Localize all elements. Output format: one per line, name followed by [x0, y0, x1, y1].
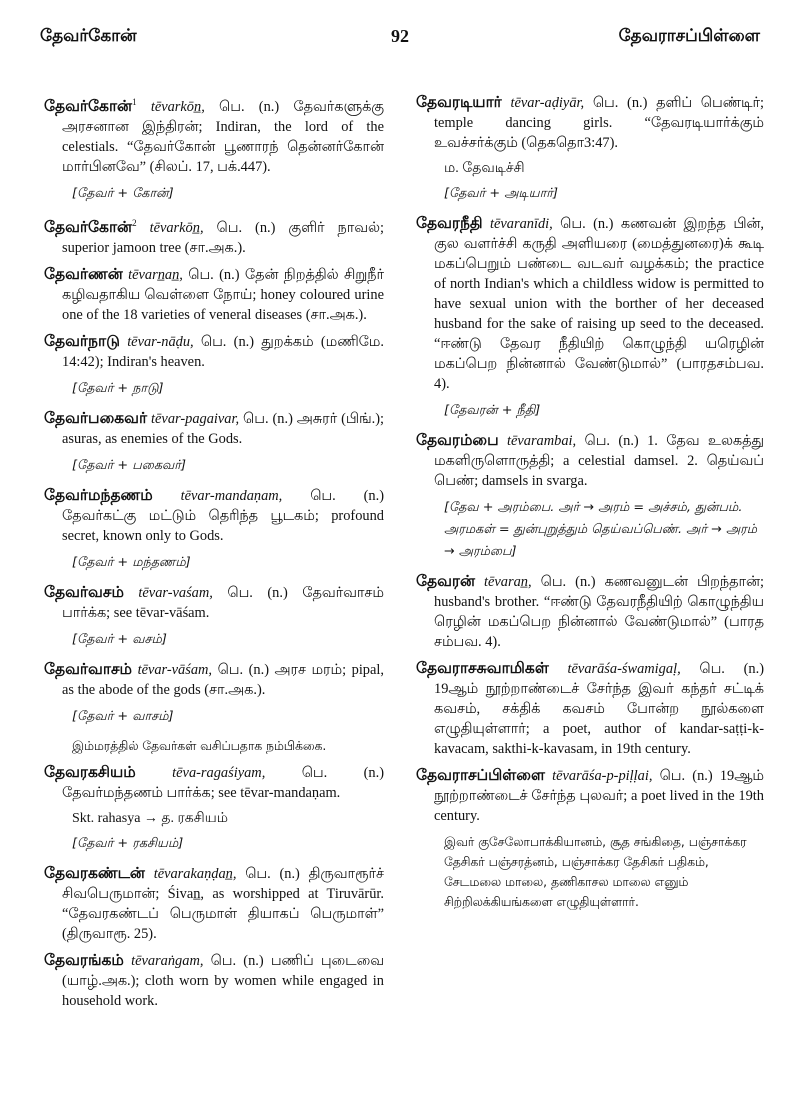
entry-headword: தேவரகசியம் [44, 762, 136, 781]
entry-transliteration: tēvar-mandaṇam, [180, 487, 283, 504]
dictionary-entry [44, 485, 384, 546]
page-number: 92 [391, 26, 409, 46]
entry-headword: தேவர்ணன் [44, 264, 123, 283]
dictionary-entry [416, 571, 764, 652]
entry-transliteration: tēvar-nāḍu, [127, 333, 194, 350]
entry-transliteration: tēvaranīdi, [490, 216, 553, 232]
entry-transliteration: tēvarakaṇḍan̲, [153, 865, 237, 882]
left-column [44, 92, 384, 1017]
dictionary-entry [416, 92, 764, 153]
entry-transliteration: tēvarambai, [506, 433, 577, 449]
entry-transliteration: tēvaran̲, [484, 574, 532, 590]
entry-headword: தேவரநீதி [416, 214, 483, 232]
entry-definition: பெ. (n.) தேன் நிறத்தில் சிறுநீர் கழிவதாகிய வெள்ளை நோய்; honey coloured urine one of the 18 varieties of veneral diseases (சா.அக.). [62, 266, 384, 323]
entry-etymology: [தேவர் + ரகசியம்] [72, 835, 184, 851]
entry-transliteration: tēvaraṅgam, [131, 952, 204, 969]
entry-headword: தேவர்கோன் [44, 217, 133, 236]
entry-transliteration: tēva-ragaśiyam, [172, 764, 266, 781]
entry-etymology: [தேவர் + வாசம்] [72, 708, 174, 724]
dictionary-entry [44, 950, 384, 1011]
entry-etymology: [தேவர் + மந்தணம்] [72, 554, 191, 570]
entry-headword: தேவராசப்பிள்ளை [416, 766, 545, 784]
dictionary-entry [416, 213, 764, 394]
running-head-left: தேவர்கோன் [40, 26, 137, 46]
right-column [416, 92, 764, 918]
dictionary-entry [416, 430, 764, 491]
running-head-right: தேவராசப்பிள்ளை [618, 26, 760, 46]
entry-headword: தேவரகண்டன் [44, 863, 145, 882]
entry-cognate: Skt. rahasya → த. ரகசியம் [72, 810, 228, 826]
dictionary-entry [44, 582, 384, 623]
entry-definition: பெ. (n.) தளிப் பெண்டிர்; temple dancing girls. “தேவரடியார்க்கும் உவச்சர்க்கும் (தெகதொ3:47). [434, 95, 764, 151]
dictionary-entry [44, 659, 384, 700]
entry-definition: பெ. (n.) தேவர்மந்தணம் பார்க்க; see tēvar-mandaṇam. [62, 764, 384, 801]
entry-headword: தேவர்கோன் [44, 96, 133, 115]
entry-definition: பெ. (n.) தேவர்கட்கு மட்டும் தெரிந்த பூடகம்; profound secret, known only to Gods. [62, 487, 384, 544]
entry-etymology: [தேவர் + கோன்] [72, 185, 174, 201]
entry-definition: பெ. (n.) அசுரர் (பிங்.); asuras, as enemies of the Gods. [62, 410, 384, 447]
entry-transliteration: tēvarāśa-p-piḷḷai, [552, 768, 653, 784]
entry-etymology: [தேவர் + அடியார்] [444, 186, 558, 201]
entry-transliteration: tēvar-vāśam, [137, 661, 213, 678]
entry-transliteration: tēvarkōn̲, [150, 98, 205, 115]
entry-definition: பெ. (n.) 19ஆம் நூற்றாண்டைச் சேர்ந்த புலவர்; a poet lived in the 19th century. [434, 768, 764, 824]
entry-headword: தேவர்வசம் [44, 582, 124, 601]
entry-etymology: [தேவ + அரம்பை. அர் → அரம் = அச்சம், துன்பம். அரமகள் = துன்புறுத்தும் தெய்வப்பெண். அர் → அரம் → அரம்பை] [444, 500, 758, 559]
entry-definition: பெ. (n.) கணவன் இறந்த பின், குல வளர்ச்சி கருதி அளியரை (மைத்துனரை)க் கூடி மகப்பெறும் பண்டை வடவர் வழக்கம்; the practice of north Indian's which a childless widow is permitted to have sexual union with the borther of her deceased husband for the sake of raising up seed to the deceased. “ஈண்டு தேவர நீதியிற் கொழுந்தி யரெழின் மகப்பெற நின்னால் வேண்டுமால்” (பாரதசம்பவ. 4). [434, 216, 764, 392]
entry-note: இம்மரத்தில் தேவர்கள் வசிப்பதாக நம்பிக்கை. [72, 738, 327, 753]
dictionary-entry [416, 765, 764, 826]
entry-transliteration: tēvarn̲an̲, [128, 266, 183, 283]
entry-headword: தேவர்பகைவர் [44, 408, 148, 427]
dictionary-entry [44, 331, 384, 372]
entry-definition: பெ. (n.) 19ஆம் நூற்றாண்டைச் சேர்ந்த இவர் கந்தர் சட்டிக் கவசம், சக்திக் கவசம் போன்ற நூல்களை எழுதியுள்ளார்; a poet, author of kandar-saṭṭi-k-kavacam, sakthi-k-kavasam, in 19th century. [434, 661, 764, 757]
entry-headword: தேவரடியார் [416, 93, 502, 111]
dictionary-entry [416, 658, 764, 759]
homonym-number: 2 [132, 217, 137, 228]
entry-headword: தேவர்மந்தணம் [44, 485, 153, 504]
entry-note: இவர் குசேலோபாக்கியானம், சூத சங்கிதை, பஞ்சாக்கர தேசிகர் பஞ்சரத்னம், பஞ்சாக்கர தேசிகர் பதிகம், சேடமலை மாலை, தணிகாசல மாலை எனும் சிற்றிலக்கியங்களை எழுதியுள்ளார். [444, 835, 747, 909]
entry-definition: பெ. (n.) துறக்கம் (மணிமே. 14:42); Indiran's heaven. [62, 333, 384, 370]
entry-headword: தேவர்நாடு [44, 331, 120, 350]
entry-transliteration: tēvarāśa-śwamigaḷ, [567, 661, 681, 677]
page-header [40, 26, 760, 66]
entry-headword: தேவர்வாசம் [44, 659, 133, 678]
entry-definition: பெ. (n.) பணிப் புடைவை (யாழ்.அக.); cloth worn by women while engaged in household work. [62, 952, 384, 1009]
entry-definition: பெ. (n.) கணவனுடன் பிறந்தான்; husband's brother. “ஈண்டு தேவரநீதியிற் கொழுந்திய ரெழின் மகப்பெற நின்னால் வேண்டுமால்” (பாரத சம்பவ. 4). [434, 574, 764, 650]
homonym-number: 1 [132, 97, 137, 107]
entry-etymology: [தேவர் + நாடு] [72, 380, 164, 396]
entry-definition: பெ. (n.) குளிர் நாவல்; superior jamoon tree (சா.அக.). [62, 219, 384, 256]
entry-headword: தேவரம்பை [416, 431, 499, 449]
entry-definition: பெ. (n.) தேவர்களுக்கு அரசனான இந்திரன்; Indiran, the lord of the celestials. “தேவர்கோன் பூணாரந் தென்னர்கோன் மார்பினவே” (சிலப். 17, பக்.447). [62, 98, 384, 175]
dictionary-entry [44, 92, 384, 177]
dictionary-entry [44, 264, 384, 325]
entry-definition: பெ. (n.) அரச மரம்; pipal, as the abode of the gods (சா.அக.). [62, 661, 384, 698]
entry-transliteration: tēvar-pagaivar, [151, 410, 240, 427]
dictionary-entry [44, 863, 384, 944]
entry-transliteration: tēvar-vaśam, [138, 584, 213, 601]
entry-transliteration: tēvarkōn̲, [149, 219, 204, 236]
entry-etymology: [தேவர் + வசம்] [72, 631, 167, 647]
entry-etymology: [தேவரன் + நீதி] [444, 403, 541, 418]
entry-definition: பெ. (n.) 1. தேவ உலகத்து மகளிருளொருத்தி; a celestial damsel. 2. தெய்வப் பெண்; damsels in svarga. [434, 433, 764, 489]
dictionary-entry [44, 408, 384, 449]
entry-headword: தேவரங்கம் [44, 950, 124, 969]
entry-definition: பெ. (n.) திருவாரூர்ச் சிவபெருமான்; Śivan̲, as worshipped at Tiruvārūr. “தேவரகண்டப் பெருமாள் தியாகப் பெருமாள்” (திருவாரூ. 25). [62, 865, 384, 942]
dictionary-entry [44, 762, 384, 803]
dictionary-entry [44, 213, 384, 258]
entry-cognate: ம. தேவடிச்சி [444, 161, 525, 176]
entry-etymology: [தேவர் + பகைவர்] [72, 457, 186, 473]
entry-headword: தேவராசசுவாமிகள் [416, 659, 549, 677]
entry-transliteration: tēvar-aḍiyār, [510, 95, 585, 111]
entry-definition: பெ. (n.) தேவர்வாசம் பார்க்க; see tēvar-vāśam. [62, 584, 384, 621]
entry-headword: தேவரன் [416, 572, 475, 590]
